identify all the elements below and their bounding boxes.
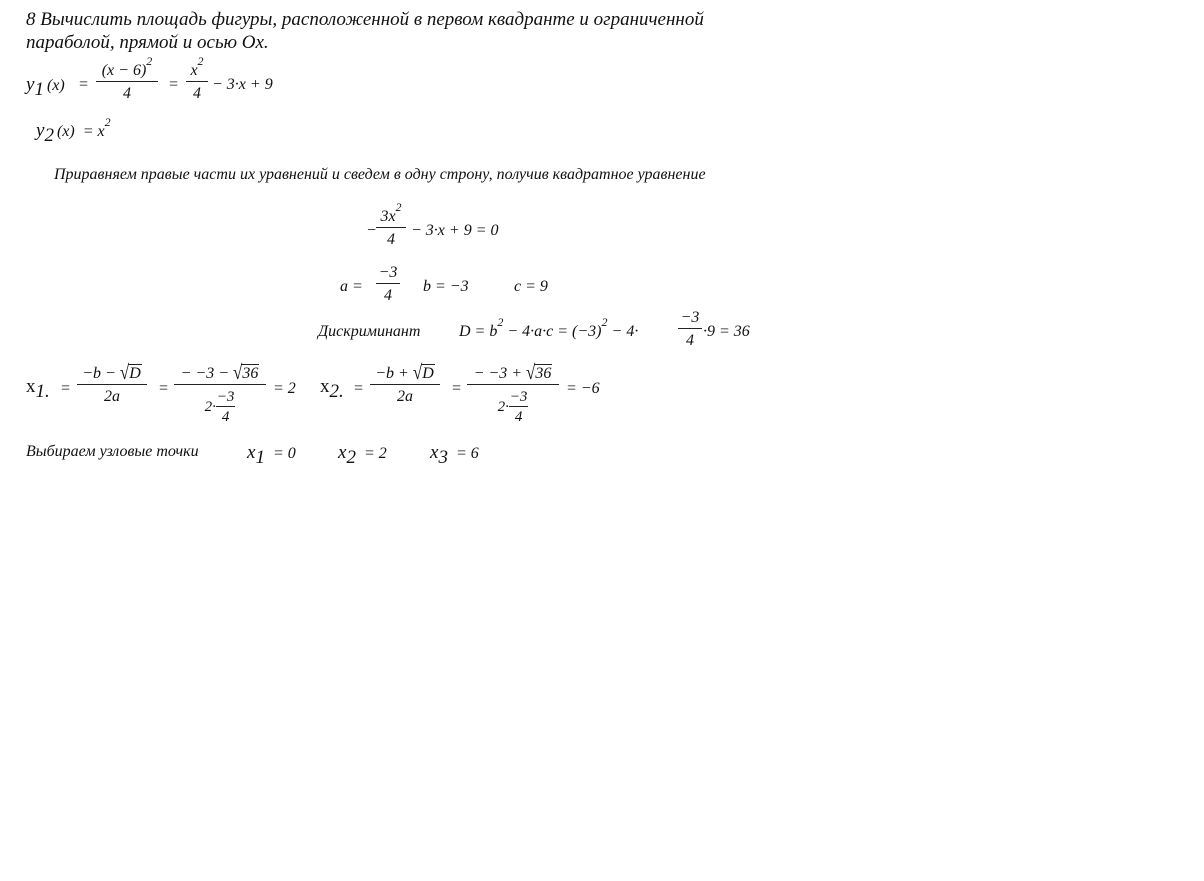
x2-name: x — [320, 376, 330, 397]
coeff-a-label: a = — [340, 278, 363, 295]
x1-f2-den-den: 4 — [221, 409, 230, 425]
x2-f2-den-den: 4 — [514, 409, 523, 425]
coeff-b: b = −3 — [423, 278, 469, 295]
y1-subscript: 1 — [34, 79, 44, 100]
x1-equals-2: = — [158, 380, 169, 397]
node-x3 — [430, 442, 479, 468]
sqrt-sign-icon: √ — [233, 361, 243, 384]
y1-equals: = — [78, 76, 89, 93]
discriminant-frac-denominator: 4 — [686, 332, 694, 349]
x2-f2-den-num: −3 — [509, 389, 528, 405]
x2-sqrt-d: D — [422, 365, 434, 382]
x2-subscript: 2. — [329, 381, 344, 402]
x2-fraction-2 — [467, 361, 559, 426]
y2-rhs: = x — [82, 123, 105, 140]
problem-title-line1: 8 Вычислить площадь фигуры, расположенной в первом квадранте и ограниченной — [26, 9, 704, 30]
quadratic-fraction — [376, 200, 406, 249]
y2-equation — [36, 115, 111, 146]
quadratic-exponent: 2 — [395, 200, 402, 214]
discriminant-b-exponent: 2 — [497, 315, 504, 329]
discriminant-minus-4ac: − 4·a·c = (−3) — [507, 323, 602, 340]
node-x1-name: x — [247, 442, 256, 463]
node-x1-value: = 0 — [272, 445, 296, 462]
x2-equals: = — [353, 380, 364, 397]
y1-frac1-exponent: 2 — [146, 54, 153, 68]
x2-f2-denominator — [498, 385, 529, 426]
x1-f1-denominator: 2a — [104, 388, 120, 405]
quadratic-numerator: 3x — [380, 208, 396, 225]
sqrt-sign-icon: √ — [526, 361, 536, 384]
node-x2 — [338, 442, 387, 468]
x2-f2-den-fraction — [509, 389, 529, 426]
sqrt-sign-icon: √ — [119, 361, 130, 384]
problem-title-line2: параболой, прямой и осью Ox. — [26, 32, 269, 53]
x1-f2-den-num: −3 — [216, 389, 235, 405]
sqrt-sign-icon: √ — [412, 361, 423, 384]
x1-equals: = — [60, 380, 71, 397]
y1-tail: − 3·x + 9 — [212, 76, 273, 93]
node-x3-name: x — [430, 442, 439, 463]
quadratic-denominator: 4 — [387, 231, 395, 248]
discriminant-d-equals-b: D = b — [459, 323, 498, 340]
x1-name: x — [26, 376, 36, 397]
y2-name: y — [36, 120, 45, 141]
y1-frac2-numerator: x — [190, 62, 198, 79]
node-x2-subscript: 2 — [346, 447, 356, 468]
x1-f1-numerator-pre: −b − — [82, 365, 116, 382]
node-x1 — [247, 442, 296, 468]
x2-f2-den-pre: 2· — [497, 399, 509, 416]
coeff-c: c = 9 — [514, 278, 548, 295]
x1-sqrt-d: D — [129, 365, 141, 382]
y2-subscript: 2 — [44, 125, 54, 146]
x1-fraction-2 — [174, 361, 266, 426]
coeff-a-numerator: −3 — [376, 264, 400, 284]
x1-fraction-1 — [77, 361, 147, 406]
quadratic-minus: − — [366, 222, 377, 239]
node-x1-subscript: 1 — [255, 447, 265, 468]
x1-sqrt-36: 36 — [242, 365, 259, 382]
node-x2-name: x — [338, 442, 347, 463]
y1-name: y — [26, 74, 35, 95]
x1-f2-denominator — [205, 385, 236, 426]
y1-frac1-denominator: 4 — [123, 85, 131, 102]
y2-exponent: 2 — [104, 115, 111, 129]
y2-argument: (x) — [56, 123, 75, 140]
x2-f2-numerator-pre: − −3 + — [473, 365, 523, 382]
x2-fraction-1 — [370, 361, 440, 406]
discriminant-fraction — [678, 309, 702, 350]
coeff-a-fraction — [376, 264, 400, 305]
node-x3-value: = 6 — [455, 445, 479, 462]
y1-frac1-numerator: (x − 6) — [101, 62, 147, 79]
node-x3-subscript: 3 — [438, 447, 448, 468]
discriminant-expr-1 — [459, 315, 639, 341]
y1-fraction-2 — [186, 54, 208, 103]
discriminant-label: Дискриминант — [318, 323, 421, 340]
quadratic-tail: − 3·x + 9 = 0 — [411, 222, 499, 239]
discriminant-paren-exponent: 2 — [601, 315, 608, 329]
instruction-text: Приравняем правые части их уравнений и сведем в одну строну, получив квадратное уравнение — [54, 166, 706, 183]
x1-label — [26, 376, 50, 402]
x2-result: = −6 — [566, 380, 600, 397]
coeff-a-denominator: 4 — [384, 287, 392, 304]
y1-argument: (x) — [46, 77, 65, 94]
x2-sqrt-36: 36 — [535, 365, 552, 382]
x2-equals-2: = — [451, 380, 462, 397]
x1-f2-den-fraction — [216, 389, 236, 426]
y1-frac2-exponent: 2 — [197, 54, 204, 68]
x1-f2-numerator-pre: − −3 − — [180, 365, 230, 382]
x2-f1-numerator-pre: −b + — [375, 365, 409, 382]
discriminant-result: ·9 = 36 — [703, 323, 750, 340]
nodes-label: Выбираем узловые точки — [26, 443, 199, 460]
y1-frac2-denominator: 4 — [193, 85, 201, 102]
node-x2-value: = 2 — [363, 445, 387, 462]
y1-lhs — [26, 74, 65, 100]
x2-label — [320, 376, 344, 402]
x2-f1-denominator: 2a — [397, 388, 413, 405]
x1-subscript: 1. — [35, 381, 50, 402]
y1-equals-2: = — [168, 76, 179, 93]
x1-f2-den-pre: 2· — [204, 399, 216, 416]
discriminant-frac-numerator: −3 — [678, 309, 702, 329]
y1-fraction-1 — [96, 54, 158, 103]
x1-result: = 2 — [273, 380, 296, 397]
discriminant-minus-4: − 4· — [611, 323, 639, 340]
